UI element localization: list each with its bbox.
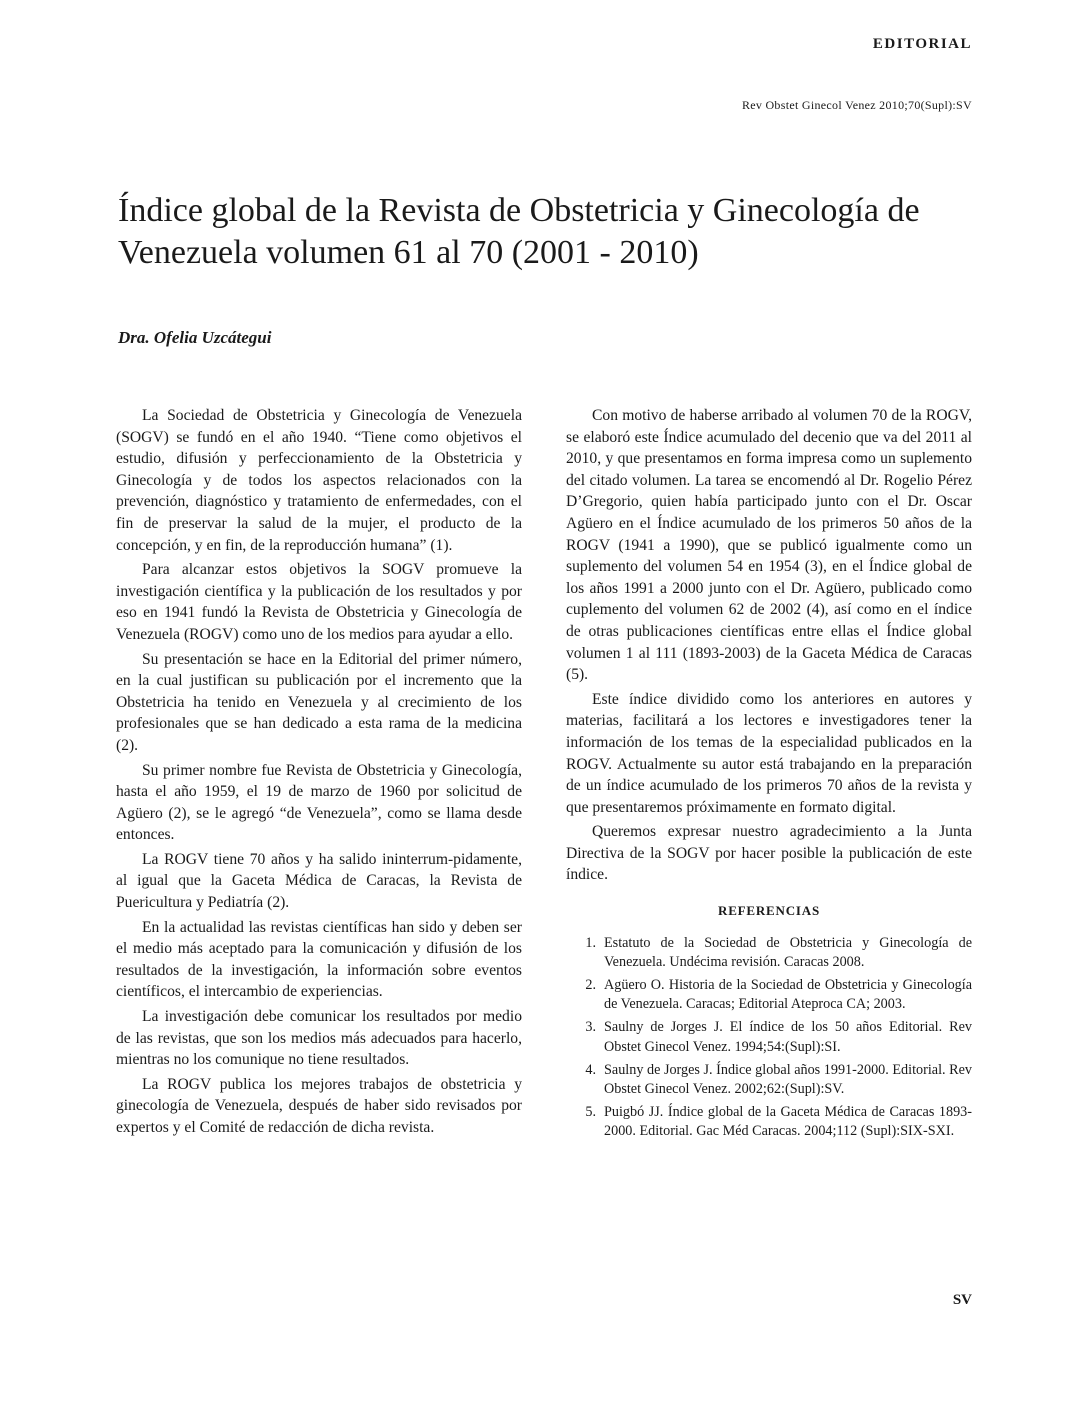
body-column-left	[116, 405, 522, 1142]
reference-item	[566, 1018, 972, 1056]
title-line-2: Venezuela volumen 61 al 70 (2001 - 2010)	[118, 234, 699, 271]
reference-item	[566, 976, 972, 1014]
reference-item	[566, 1061, 972, 1099]
paragraph: En la actualidad las revistas científicas han sido y deben ser el medio más aceptado para la comunicación y difusión de los resultados de la investigación, la información sobre eventos científicos, el intercambio de experiencias.	[116, 918, 522, 1001]
references-heading: REFERENCIAS	[718, 903, 820, 919]
reference-text: Estatuto de la Sociedad de Obstetricia y Ginecología de Venezuela. Undécima revisión. Caracas 2008.	[604, 934, 972, 970]
paragraph: Queremos expresar nuestro agradecimiento a la Junta Directiva de la SOGV por hacer posible la publicación de este índice.	[566, 823, 972, 884]
paragraph: Su presentación se hace en la Editorial del primer número, en la cual justifican su publicación por el incremento que la Obstetricia ha tenido en Venezuela y al crecimiento de los profesionales que se han dedicado a esta rama de la medicina (2).	[116, 650, 522, 754]
reference-item	[566, 934, 972, 972]
paragraph: Su primer nombre fue Revista de Obstetricia y Ginecología, hasta el año 1959, el 19 de marzo de 1960 por solicitud de Agüero (2), se le agregó “de Venezuela”, como se llama desde entonces.	[116, 761, 522, 844]
title-line-1: Índice global de la Revista de Obstetricia y Ginecología de	[118, 192, 920, 229]
reference-number: 5.	[585, 1104, 596, 1121]
reference-number: 4.	[585, 1061, 596, 1078]
page-number: SV	[952, 1292, 972, 1308]
paragraph: La Sociedad de Obstetricia y Ginecología de Venezuela (SOGV) se fundó en el año 1940. “Tiene como objetivos el estudio, difusión y perfeccionamiento de la Obstetricia y Ginecología y de todos los aspectos relacionados con la prevención, diagnóstico y tratamiento de enfermedades, con el fin de preservar la salud de la mujer, el producto de la concepción, y en fin, de la reproducción humana” (1).	[116, 407, 522, 554]
reference-text: Agüero O. Historia de la Sociedad de Obstetricia y Ginecología de Venezuela. Caracas; Editorial Ateproca CA; 2003.	[604, 977, 972, 1013]
paragraph: La ROGV tiene 70 años y ha salido ininterrum-pidamente, al igual que la Gaceta Médica de Caracas, la Revista de Puericultura y Pediatría (2).	[116, 850, 522, 912]
reference-text: Saulny de Jorges J. Índice global años 1991-2000. Editorial. Rev Obstet Ginecol Venez. 2002;62:(Supl):SV.	[604, 1061, 972, 1098]
paragraph: Con motivo de haberse arribado al volumen 70 de la ROGV, se elaboró este Índice acumulado del decenio que va del 2011 al 2010, y que presentamos en forma impresa como un suplemento del citado volumen. La tarea se encomendó al Dr. Rogelio Pérez D’Gregorio, quien había participado junto con el Dr. Oscar Agüero en el Índice acumulado de los primeros 50 años de la ROGV (1941 a 1990), que se publicó igualmente como un suplemento del volumen 54 en 1954 (3), en el Índice global de los años 1991 a 2000 junto con el Dr. Agüero, publicado como cuplemento del volumen 62 de 2002 (4), así como en el índice de otras publicaciones científicas entre ellas el Índice global volumen 1 al 111 (1893-2003) de la Gaceta Médica de Caracas (5).	[566, 407, 972, 684]
paragraph: Para alcanzar estos objetivos la SOGV promueve la investigación científica y la publicación de los resultados y por eso en 1941 fundó la Revista de Obstetricia y Ginecología de Venezuela (ROGV) como uno de los medios para ayudar a ello.	[116, 561, 522, 643]
reference-text: Puigbó JJ. Índice global de la Gaceta Médica de Caracas 1893-2000. Editorial. Gac Méd Caracas. 2004;112 (Supl):SIX-SXI.	[604, 1104, 972, 1140]
body-column-right	[566, 405, 972, 1146]
section-label: EDITORIAL	[872, 36, 972, 52]
references-list	[566, 934, 972, 1142]
paragraph: Este índice dividido como los anteriores en autores y materias, facilitará a los lectores e investigadores tener la información de los temas de la especialidad publicados en la ROGV. Actualmente su autor está trabajando en la preparación de un índice acumulado de los primeros 70 años de la revista y que presentaremos próximamente en formato digital.	[566, 690, 972, 816]
article-title	[118, 190, 998, 274]
paragraph: La ROGV publica los mejores trabajos de obstetricia y ginecología de Venezuela, después de haber sido revisados por expertos y el Comité de redacción de dicha revista.	[116, 1075, 522, 1136]
journal-citation: Rev Obstet Ginecol Venez 2010;70(Supl):SV	[741, 98, 972, 112]
reference-number: 3.	[585, 1019, 596, 1036]
author-name: Dra. Ofelia Uzcátegui	[118, 328, 272, 347]
reference-item	[566, 1103, 972, 1141]
reference-text: Saulny de Jorges J. El índice de los 50 años Editorial. Rev Obstet Ginecol Venez. 1994;54:(Supl):SI.	[604, 1019, 972, 1055]
reference-number: 2.	[585, 977, 596, 994]
reference-number: 1.	[585, 934, 596, 951]
paragraph: La investigación debe comunicar los resultados por medio de las revistas, que son los medios más adecuados para hacerlo, mientras no los comunique no tiene resultados.	[116, 1008, 522, 1069]
